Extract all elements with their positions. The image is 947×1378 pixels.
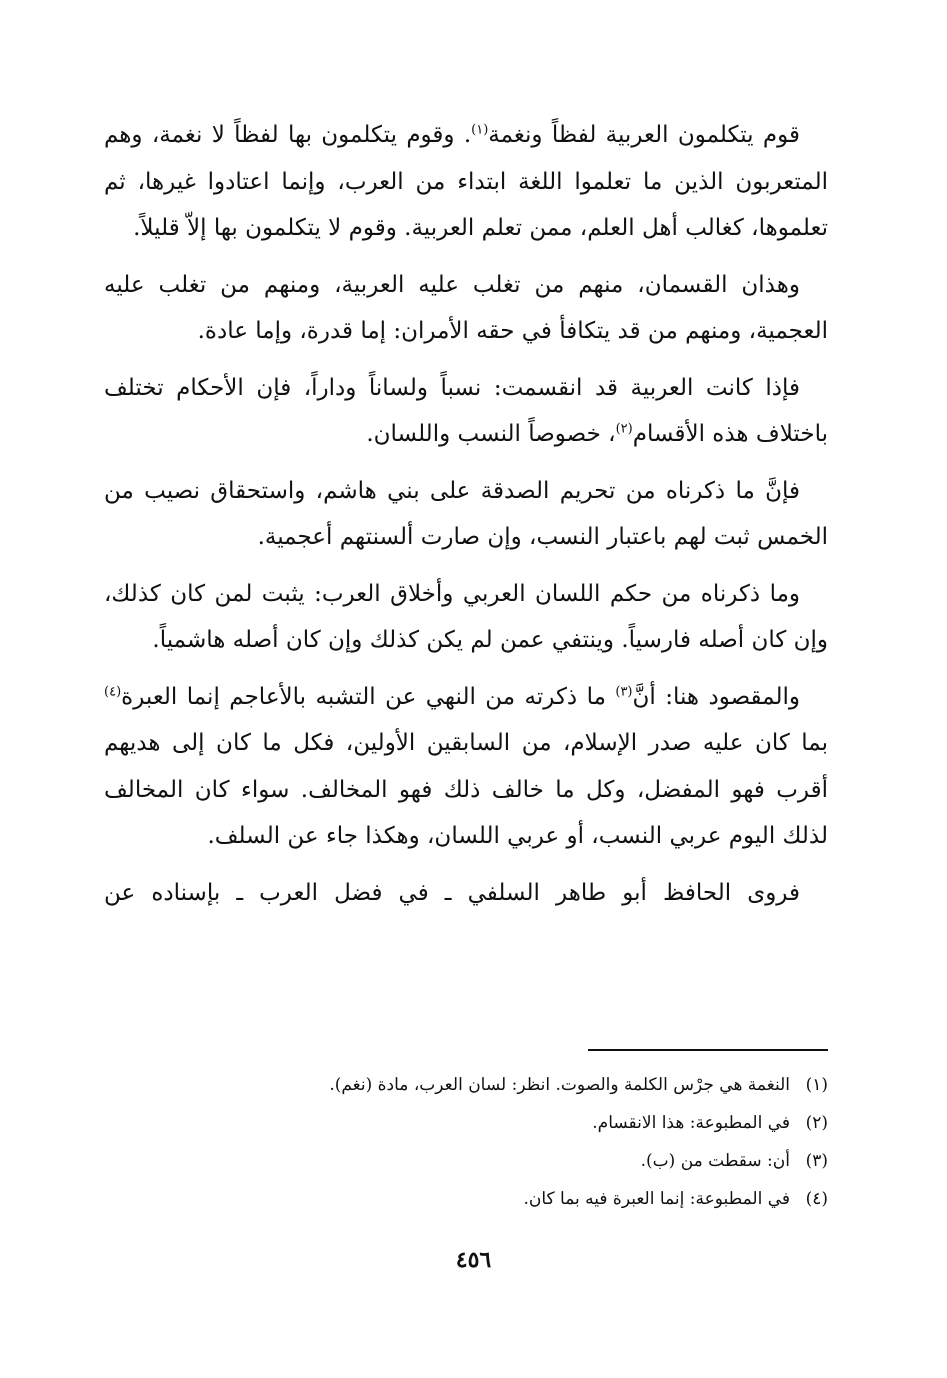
footnote-text: أن: سقطت من (ب). (640, 1151, 790, 1171)
paragraph (104, 468, 828, 561)
footnote-text: النغمة هي جرْس الكلمة والصوت. انظر: لسان العرب، مادة (نغم). (329, 1075, 790, 1095)
paragraph-text: ، خصوصاً النسب واللسان. (366, 421, 616, 447)
footnote-number: (٢) (805, 1113, 828, 1133)
paragraph (104, 365, 828, 458)
footnote-number: (٤) (805, 1189, 828, 1209)
paragraph-text: بما كان عليه صدر الإسلام، من السابقين الأولين، فكل ما كان إلى هديهم أقرب فهو المفضل، وكل ما خالف ذلك فهو المخالف. سواء كان المخالف لذلك اليوم عربي النسب، أو عربي اللسان، وهكذا جاء عن السلف. (104, 730, 828, 849)
paragraph-text: فإذا كانت العربية قد انقسمت: نسباً ولساناً وداراً، فإن الأحكام تختلف باختلاف هذه الأقسام (104, 374, 828, 447)
footnote (104, 1180, 828, 1218)
paragraph (104, 112, 828, 252)
paragraph-text: . وقوم يتكلمون بها لفظاً لا نغمة، وهم المتعربون الذين ما تعلموا اللغة ابتداء من العرب، وإنما اعتادوا غيرها، ثم تعلموها، كغالب أهل العلم، ممن تعلم العربية. وقوم لا يتكلمون بها إلاّ قليلاً. (104, 122, 828, 241)
footnote-text: في المطبوعة: هذا الانقسام. (592, 1113, 790, 1133)
paragraph-text: والمقصود هنا: أنَّ (632, 683, 800, 710)
footnote-ref: (٢) (615, 421, 633, 437)
paragraph (104, 674, 828, 860)
footnote-number: (١) (805, 1075, 828, 1095)
footnote (104, 1066, 828, 1104)
paragraph-text: وهذان القسمان، منهم من تغلب عليه العربية، ومنهم من تغلب عليه العجمية، ومنهم من قد يتكافأ في حقه الأمران: إما قدرة، وإما عادة. (104, 271, 828, 344)
footnote-number: (٣) (805, 1151, 828, 1171)
footnote-ref: (٣) (615, 683, 633, 699)
paragraph (104, 262, 828, 355)
footnote-ref: (١) (471, 122, 489, 138)
paragraph-text: فروى الحافظ أبو طاهر السلفي ـ في فضل العرب ـ بإسناده عن (104, 879, 800, 906)
footnotes (104, 1066, 828, 1218)
paragraph-text: وما ذكرناه من حكم اللسان العربي وأخلاق العرب: يثبت لمن كان كذلك، وإن كان أصله فارسياً. وينتفي عمن لم يكن كذلك وإن كان أصله هاشمياً. (104, 580, 828, 653)
footnote (104, 1142, 828, 1180)
main-text (104, 112, 828, 926)
paragraph (104, 571, 828, 664)
paragraph-text: ما ذكرته من النهي عن التشبه بالأعاجم إنما العبرة (121, 683, 616, 710)
paragraph-text: فإنَّ ما ذكرناه من تحريم الصدقة على بني هاشم، واستحقاق نصيب من الخمس ثبت لهم باعتبار النسب، وإن صارت ألسنتهم أعجمية. (104, 477, 828, 550)
paragraph-text: قوم يتكلمون العربية لفظاً ونغمة (488, 122, 800, 148)
footnote-ref: (٤) (104, 683, 122, 699)
paragraph (104, 870, 828, 917)
footnote (104, 1104, 828, 1142)
footnote-text: في المطبوعة: إنما العبرة فيه بما كان. (523, 1189, 790, 1209)
footnote-separator (588, 1049, 828, 1051)
page-number: ٤٥٦ (455, 1247, 492, 1273)
